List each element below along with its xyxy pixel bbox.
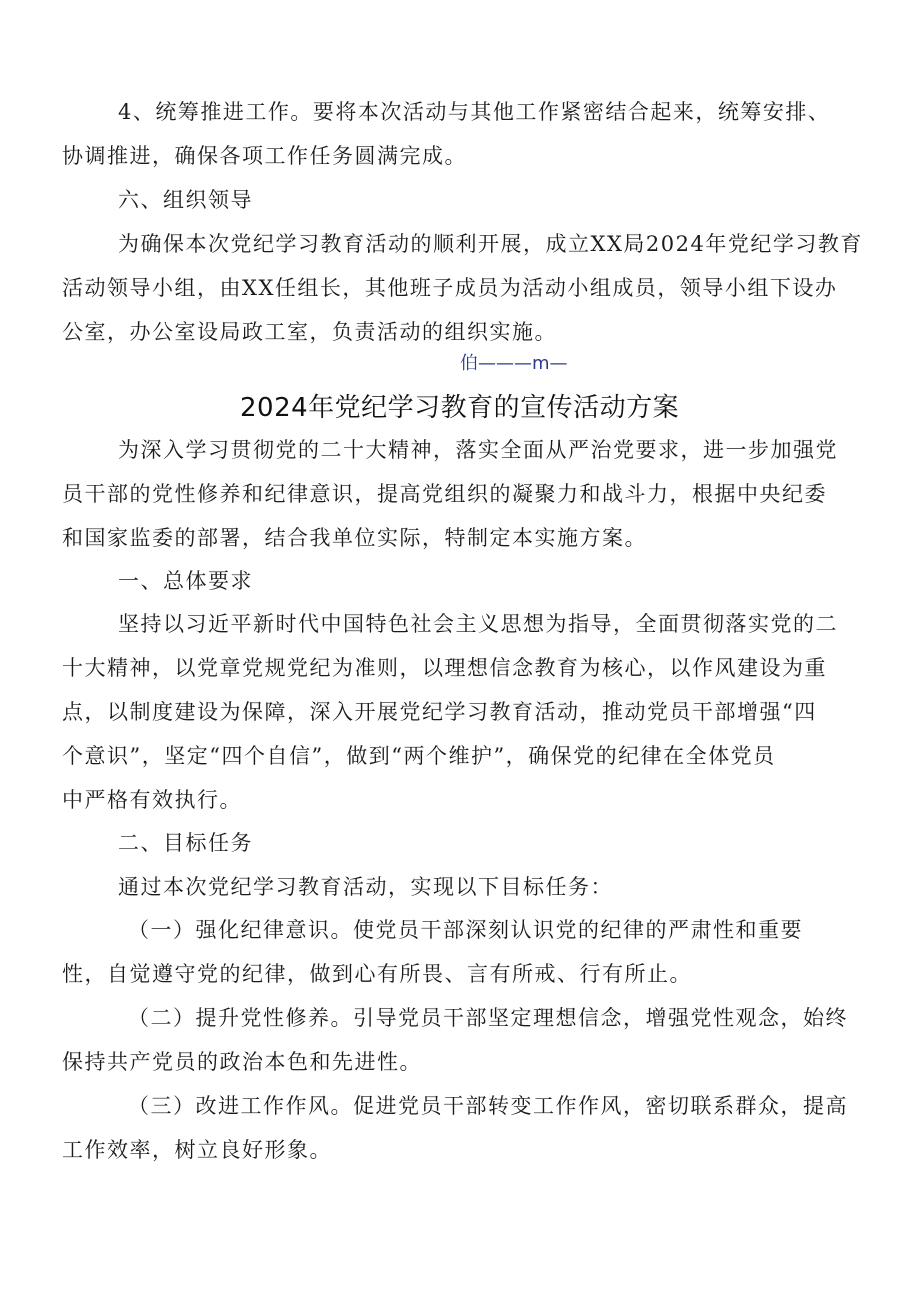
section-separator: 伯———m— — [460, 353, 568, 374]
intro-line-1: 为深入学习贯彻党的二十大精神，落实全面从严治党要求，进一步加强党 — [118, 438, 838, 462]
section-1-line-1: 坚持以习近平新时代中国特色社会主义思想为指导，全面贯彻落实党的二 — [118, 612, 838, 636]
section-2-heading: 二、目标任务 — [118, 831, 253, 855]
task-2-line-2: 保持共产党员的政治本色和先进性。 — [62, 1050, 422, 1074]
section-1-line-2: 十大精神，以党章党规党纪为准则，以理想信念教育为核心，以作风建设为重 — [62, 656, 827, 680]
section-1-line-4: 个意识”，坚定“四个自信”，做到“两个维护”，确保党的纪律在全体党员 — [62, 744, 776, 768]
task-1-line-2: 性，自觉遵守党的纪律，做到心有所畏、言有所戒、行有所止。 — [62, 962, 692, 986]
task-2-line-1: （二）提升党性修养。引导党员干部坚定理想信念，增强党性观念，始终 — [128, 1006, 848, 1030]
section-6-line-1: 为确保本次党纪学习教育活动的顺利开展，成立XX局2024年党纪学习教育 — [118, 232, 863, 256]
section-1-heading: 一、总体要求 — [118, 569, 253, 593]
section-1-line-3: 点，以制度建设为保障，深入开展党纪学习教育活动，推动党员干部增强“四 — [62, 700, 817, 724]
section-6-heading: 六、组织领导 — [118, 188, 253, 212]
section-6-line-2: 活动领导小组，由XX任组长，其他班子成员为活动小组成员，领导小组下设办 — [62, 276, 838, 300]
item-4-line-2: 协调推进，确保各项工作任务圆满完成。 — [62, 144, 467, 168]
section-2-intro: 通过本次党纪学习教育活动，实现以下目标任务： — [118, 875, 613, 899]
task-1-line-1: （一）强化纪律意识。使党员干部深刻认识党的纪律的严肃性和重要 — [128, 918, 803, 942]
section-6-line-3: 公室，办公室设局政工室，负责活动的组织实施。 — [62, 320, 557, 344]
intro-line-3: 和国家监委的部署，结合我单位实际，特制定本实施方案。 — [62, 526, 647, 550]
document-title: 2024年党纪学习教育的宣传活动方案 — [240, 393, 680, 423]
task-3-line-2: 工作效率，树立良好形象。 — [62, 1138, 332, 1162]
task-3-line-1: （三）改进工作作风。促进党员干部转变工作作风，密切联系群众，提高 — [128, 1094, 848, 1118]
section-1-line-5: 中严格有效执行。 — [62, 788, 242, 812]
item-4-line-1: 4、统筹推进工作。要将本次活动与其他工作紧密结合起来，统筹安排、 — [118, 100, 831, 124]
intro-line-2: 员干部的党性修养和纪律意识，提高党组织的凝聚力和战斗力，根据中央纪委 — [62, 482, 827, 506]
